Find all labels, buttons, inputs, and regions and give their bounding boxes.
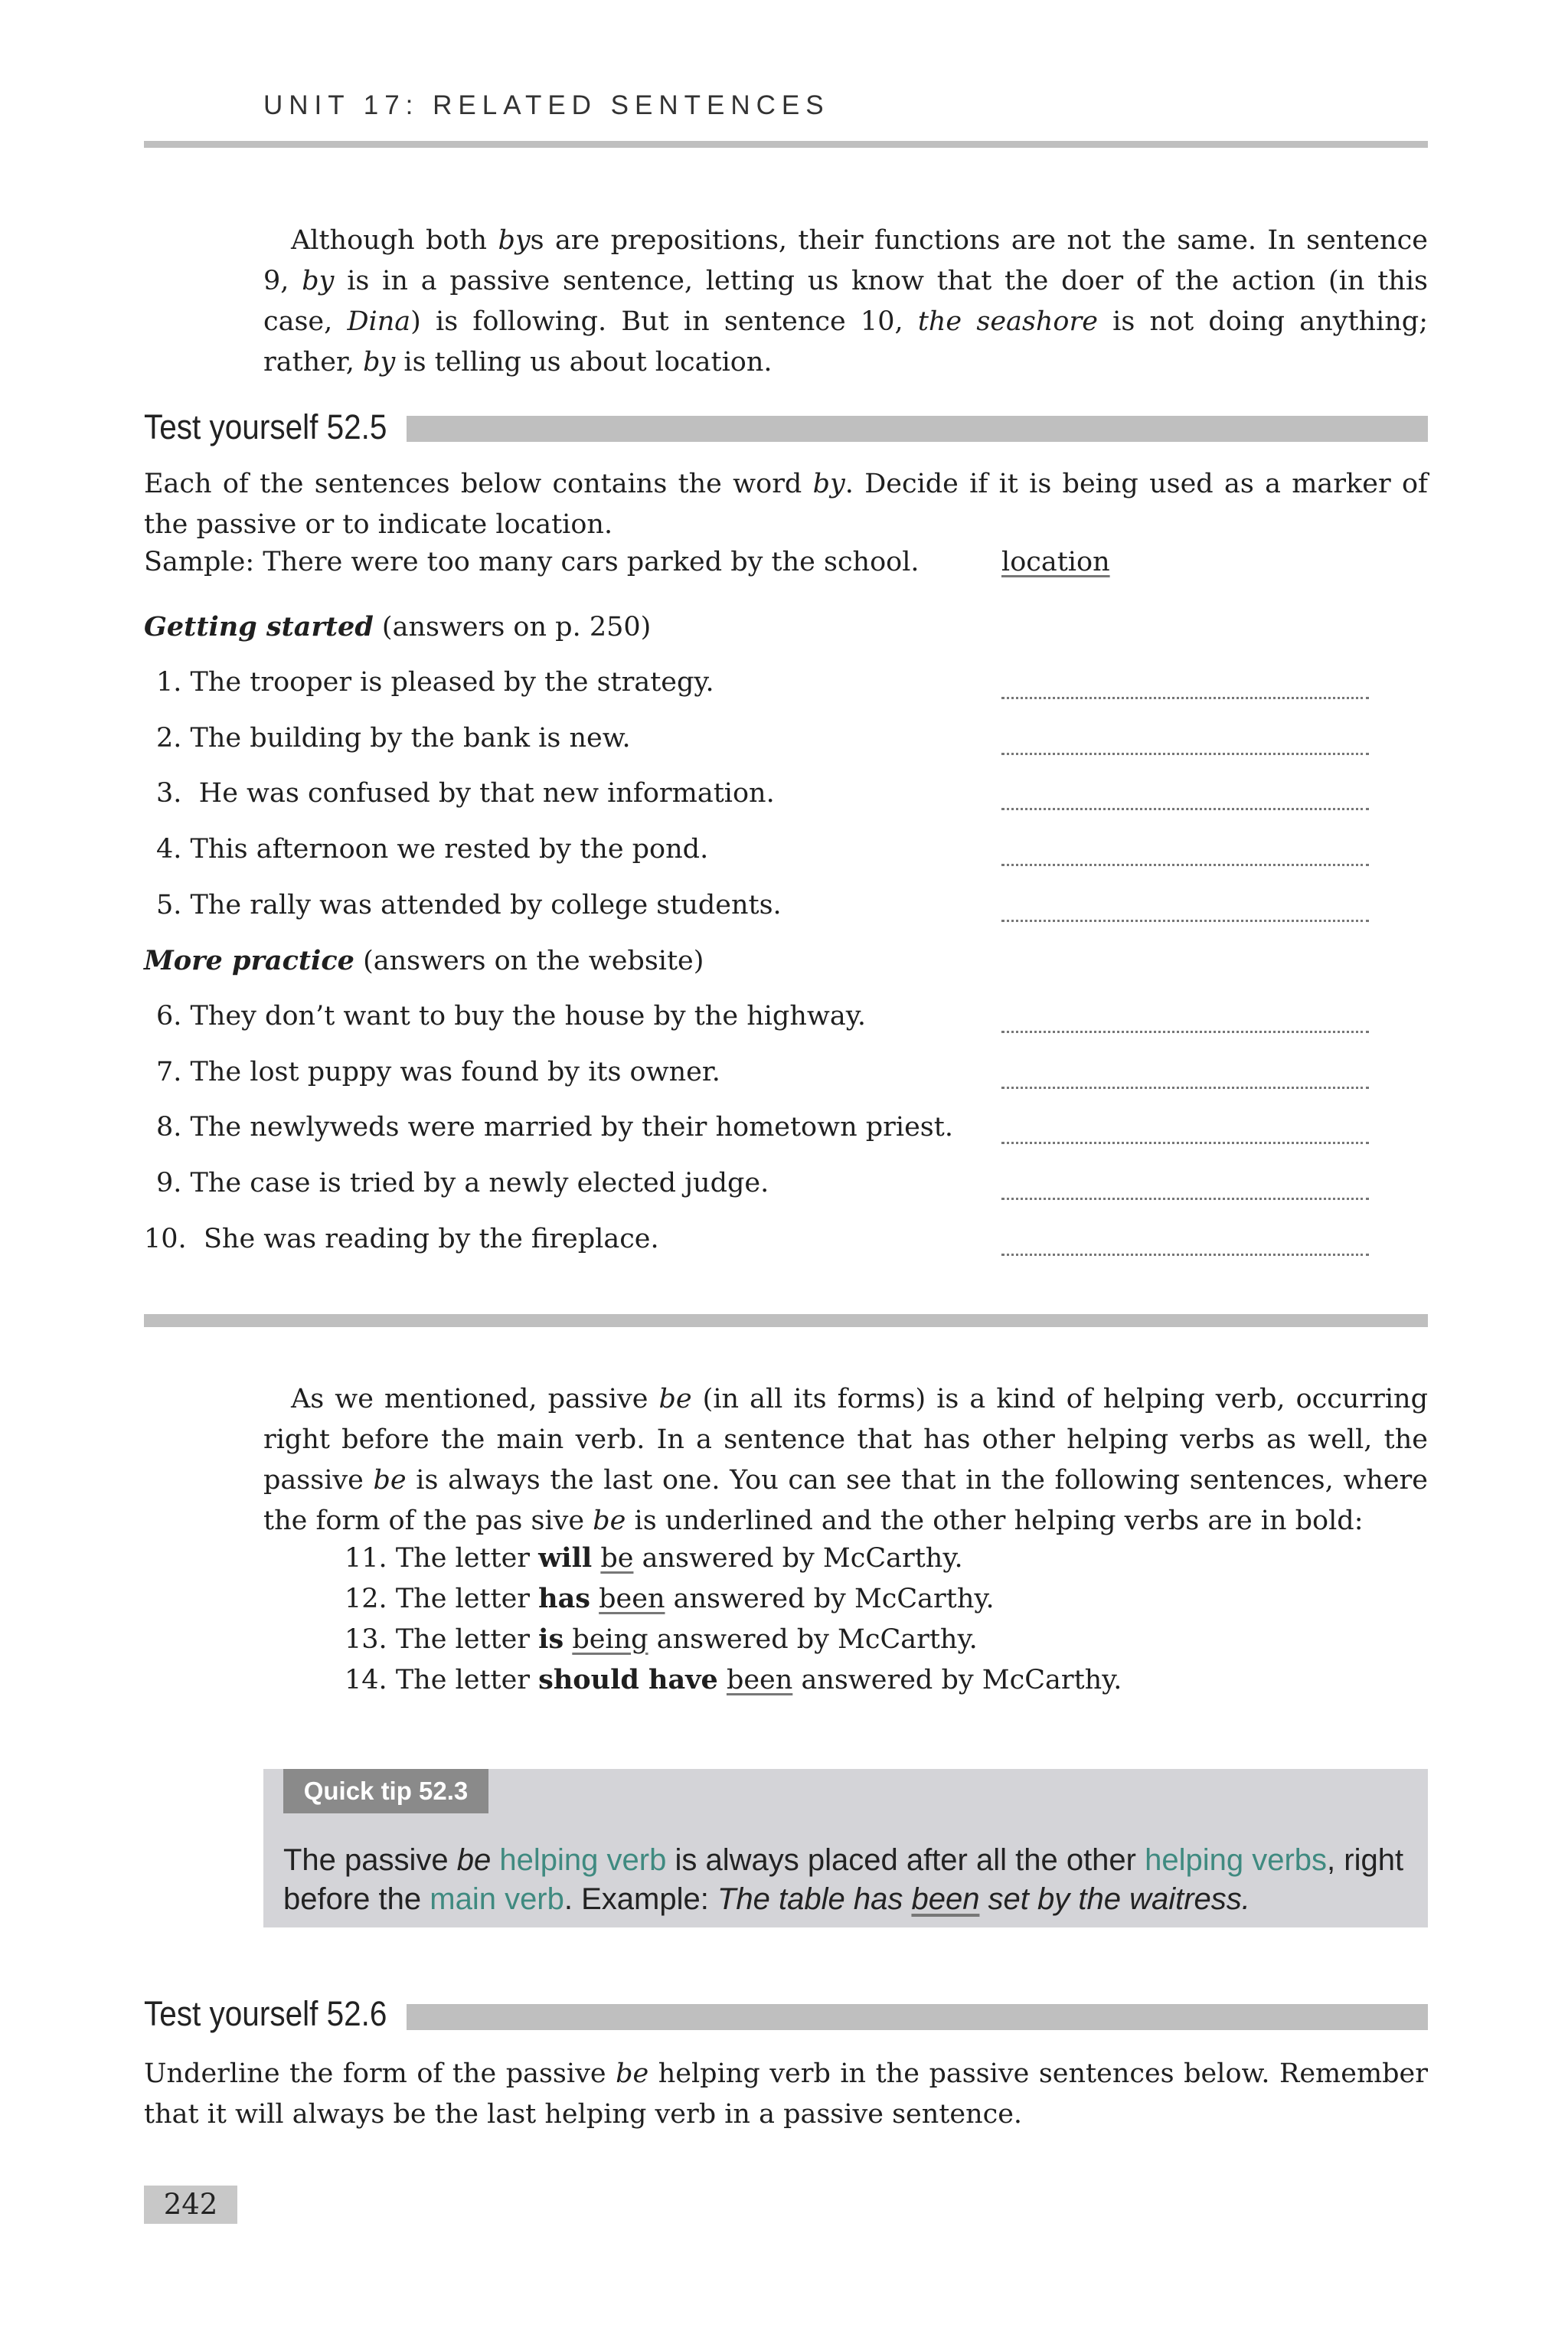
intro-text-1: Although both (291, 225, 498, 256)
answer-line[interactable] (1001, 864, 1369, 866)
example-number: 11. (345, 1543, 387, 1574)
example-pre: The letter (395, 1543, 539, 1574)
answer-line[interactable] (1001, 697, 1369, 699)
tip-link-helping-verbs[interactable]: helping verbs (1145, 1843, 1328, 1877)
intro-text-4: ) is following. But in sentence 10, (410, 306, 918, 337)
header-rule (144, 141, 1428, 148)
example-pre: The letter (395, 1624, 539, 1655)
intro-text-6: is telling us about location. (395, 347, 773, 378)
item-number: 8. (156, 1112, 182, 1143)
item-text: This afternoon we rested by the pond. (190, 834, 709, 865)
answer-line[interactable] (1001, 1142, 1369, 1144)
test-heading-rule-2 (407, 2004, 1428, 2030)
example-post: answered by McCarthy. (665, 1584, 995, 1614)
example-post: answered by McCarthy. (633, 1543, 963, 1574)
intro-text-5: is not doing anything; rather, (263, 306, 1428, 378)
passive-text-3: is always the last one. You can see that in the following sentences, where the form of the pas sive (263, 1465, 1428, 1536)
item-number: 6. (156, 1001, 182, 1032)
example-number: 13. (345, 1624, 387, 1655)
example-bold: should have (538, 1664, 718, 1695)
example-post: answered by McCarthy. (792, 1665, 1122, 1695)
item-number: 10. (144, 1224, 187, 1254)
test2-instr-2: helping verb in the passive sentences below. Remember that it will always be the last helping verb in a passive sentence. (144, 2058, 1428, 2130)
answer-line[interactable] (1001, 920, 1369, 922)
example-pre: The letter (395, 1665, 539, 1695)
item-text: They don’t want to buy the house by the highway. (190, 1001, 866, 1032)
example-sentence (345, 1664, 1122, 1695)
item-number: 4. (156, 834, 182, 865)
example-underlined: been (726, 1665, 793, 1695)
list-item (156, 1001, 866, 1032)
item-number: 2. (156, 723, 182, 754)
item-number: 1. (156, 667, 182, 698)
sample-sentence: Sample: There were too many cars parked by the school. (144, 547, 920, 577)
more-practice-label (144, 945, 704, 976)
list-item (144, 1224, 659, 1254)
passive-be-1: be (658, 1384, 692, 1414)
tip-link-main-verb[interactable]: main verb (430, 1882, 564, 1916)
tip-be: be (456, 1843, 492, 1877)
intro-by-3: by (363, 347, 396, 378)
list-item (156, 1168, 769, 1198)
more-practice-note: (answers on the website) (354, 946, 704, 976)
answer-line[interactable] (1001, 753, 1369, 755)
item-number: 3. (156, 778, 182, 809)
tip-text-2 (491, 1843, 499, 1877)
example-bold: will (538, 1542, 593, 1574)
item-text: The rally was attended by college students. (190, 890, 782, 920)
passive-be-2: be (373, 1465, 407, 1496)
example-underlined: being (572, 1624, 648, 1655)
answer-line[interactable] (1001, 808, 1369, 810)
test2-instr-be: be (616, 2058, 649, 2089)
item-text: The newlyweds were married by their hometown priest. (190, 1112, 953, 1143)
test2-instructions (144, 2054, 1428, 2135)
getting-started-label (144, 611, 651, 642)
example-sentence (345, 1623, 978, 1655)
getting-started-note: (answers on p. 250) (373, 612, 652, 642)
intro-by-2: by (302, 266, 335, 296)
example-bold: has (538, 1583, 590, 1614)
example-underlined: been (599, 1584, 665, 1614)
tip-text-1: The passive (283, 1843, 457, 1877)
intro-by-1: by (498, 225, 531, 256)
list-item (156, 1057, 720, 1087)
tip-text-5: . Example: (564, 1882, 717, 1916)
item-number: 5. (156, 890, 182, 920)
intro-seashore: the seashore (917, 306, 1098, 337)
tip-link-helping-verb[interactable]: helping verb (499, 1843, 667, 1877)
answer-line[interactable] (1001, 1254, 1369, 1256)
answer-line[interactable] (1001, 1031, 1369, 1033)
passive-text-1: As we mentioned, passive (291, 1384, 659, 1414)
example-sentence (345, 1583, 995, 1614)
test-heading-52-5: Test yourself 52.5 (144, 407, 387, 446)
passive-text-4: is underlined and the other helping verbs are in bold: (626, 1506, 1364, 1536)
item-text: The lost puppy was found by its owner. (190, 1057, 720, 1087)
item-text: The building by the bank is new. (190, 723, 631, 754)
list-item (156, 778, 775, 809)
item-number: 7. (156, 1057, 182, 1087)
getting-started-title: Getting started (144, 611, 374, 642)
quick-tip-text (283, 1841, 1409, 1919)
example-bold: is (538, 1623, 564, 1655)
example-number: 14. (345, 1665, 387, 1695)
answer-line[interactable] (1001, 1087, 1369, 1089)
item-text: He was confused by that new information. (198, 778, 775, 809)
tip-text-3: is always placed after all the other (666, 1843, 1145, 1877)
item-text: She was reading by the fireplace. (203, 1224, 659, 1254)
list-item (156, 667, 714, 698)
test2-instr-1: Underline the form of the passive (144, 2058, 616, 2089)
test1-instructions (144, 464, 1428, 545)
test1-instr-1: Each of the sentences below contains the word (144, 469, 813, 499)
tip-example-2: set by the waitress. (979, 1882, 1250, 1916)
list-item (156, 723, 631, 754)
passive-paragraph (263, 1379, 1428, 1542)
running-header: UNIT 17: RELATED SENTENCES (263, 90, 830, 120)
item-text: The trooper is pleased by the strategy. (190, 667, 714, 698)
list-item (156, 890, 782, 920)
item-number: 9. (156, 1168, 182, 1198)
intro-text-3: is in a passive sentence, letting us know that the doer of the action (in this case, (263, 266, 1428, 337)
tip-text-4: , right before the (283, 1843, 1404, 1916)
list-item (156, 834, 708, 865)
example-underlined: be (600, 1543, 634, 1574)
test-heading-52-6: Test yourself 52.6 (144, 1994, 387, 2033)
section-end-rule (144, 1314, 1428, 1327)
item-text: The case is tried by a newly elected judge. (190, 1168, 769, 1198)
test-heading-rule-1 (407, 416, 1428, 442)
example-number: 12. (345, 1584, 387, 1614)
page-number: 242 (144, 2186, 237, 2224)
intro-paragraph (263, 221, 1428, 383)
intro-dina: Dina (347, 306, 411, 337)
tip-example-underlined: been (911, 1882, 980, 1916)
sample-answer: location (1001, 547, 1110, 577)
passive-text-2: (in all its forms) is a kind of helping verb, occurring right before the main verb. In a sentence that has other helping verbs as well, the passive (263, 1384, 1429, 1496)
quick-tip-label: Quick tip 52.3 (283, 1769, 488, 1813)
test1-instr-by: by (812, 469, 845, 499)
tip-example-1: The table has (717, 1882, 912, 1916)
answer-line[interactable] (1001, 1198, 1369, 1200)
example-pre: The letter (395, 1584, 539, 1614)
intro-text-2: s are prepositions, their functions are not the same. In sentence 9, (263, 225, 1428, 296)
more-practice-title: More practice (144, 945, 354, 976)
passive-be-3: be (593, 1506, 626, 1536)
example-sentence (345, 1542, 963, 1574)
list-item (156, 1112, 953, 1143)
example-post: answered by McCarthy. (648, 1624, 978, 1655)
test1-instr-2: . Decide if it is being used as a marker of the passive or to indicate location. (144, 469, 1428, 540)
